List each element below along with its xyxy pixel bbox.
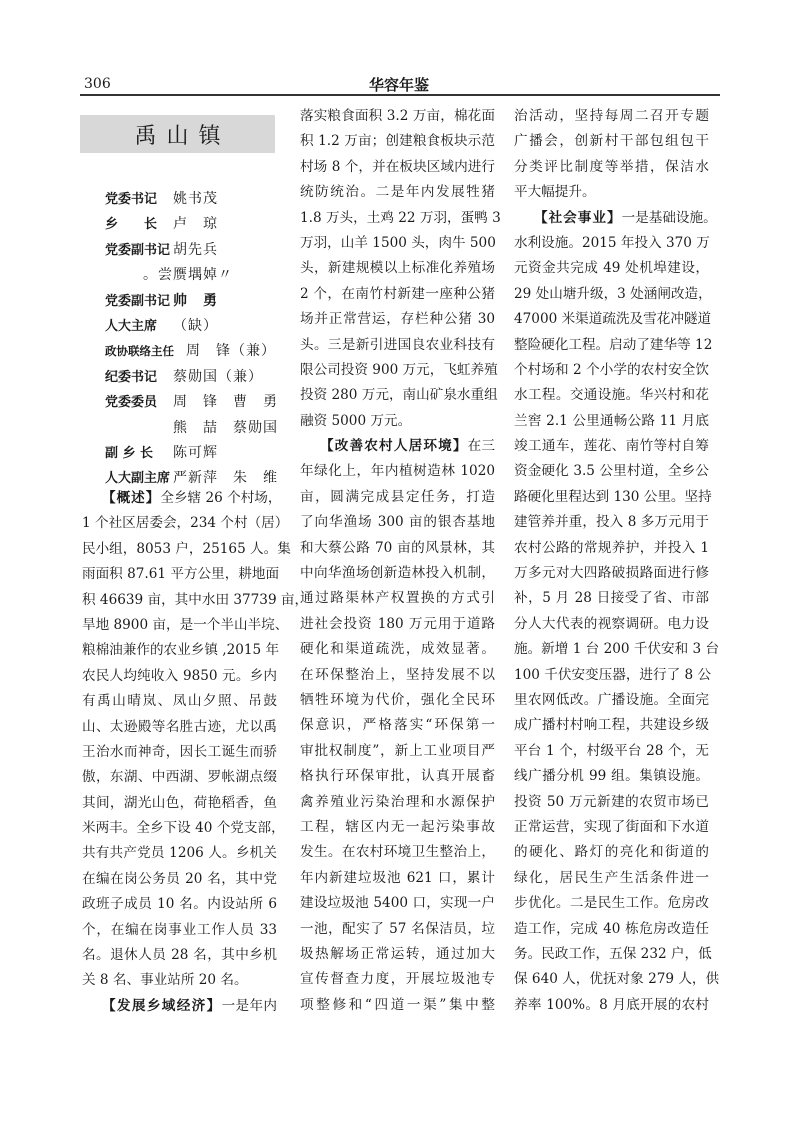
line-text: 民小组，8053 户，25165 人。集 [82,540,291,557]
official-role: 政协联络主任 [105,344,174,359]
official-name: 姚书茂 [173,191,218,207]
text-line [514,840,709,865]
line-text: 农村公路的常规养护，并投入 1 [514,539,709,556]
line-text: 里农网低改。广播设施。全面完 [514,691,709,708]
line-text: 线广播分机 99 组。集镇设施。 [514,768,709,785]
text-line [514,815,709,840]
official-role: 党委委员 [105,395,158,411]
text-line [300,663,495,688]
line-text: 格执行环保审批，认真开展畜 [300,768,495,785]
line-text: 关 8 名、事业站所 20 名。 [82,972,248,989]
section-heading: 【社会事业】 [534,209,622,226]
text-line [82,562,280,587]
line-text: 其间，湖光山色，荷艳稻香，鱼 [82,794,277,811]
text-line [514,790,709,815]
text-line [82,664,277,689]
line-text: 步优化。二是民生工作。危房改 [514,895,709,912]
text-line [514,891,709,916]
line-text: 保意识，严格落实“环保第一 [300,717,495,734]
line-text: 山、太逊殿等名胜古迹，尤以禹 [82,718,277,735]
official-name: 熊 喆 蔡勋国 [173,419,278,436]
text-line [514,383,709,408]
line-text: 禽养殖业污染治理和水源保护 [300,793,495,810]
section-heading-line [514,206,717,231]
line-text: 绿化，居民生产生活条件进一 [514,869,709,886]
text-line [300,155,495,180]
text-line [82,765,277,790]
line-text: 牺牲环境为代价，强化全民环 [300,691,495,708]
text-line [514,866,709,891]
official-role: 党委书记 [105,192,158,207]
line-text: 投资 50 万元新建的农贸市场已 [514,793,709,810]
line-text: 广播会，创新村干部包组包干 [514,133,709,150]
text-line [514,586,709,611]
official-role: 纪委书记 [105,369,158,385]
text-line [300,815,495,840]
line-text: 平台 1 个，村级平台 28 个，无 [514,742,709,759]
official-name: 陈可辉 [173,444,218,461]
line-text: 项整修和“四道一渠”集中整 [300,996,495,1013]
text-line [514,612,709,637]
line-text: 在环保整治上，坚持发展不以 [300,666,495,683]
official-name: 帅 勇 [173,292,218,309]
text-line [514,688,709,713]
text-line [514,637,720,662]
text-line [82,816,285,841]
line-text: 1.8 万头，土鸡 22 万羽，蛋鸭 3 [300,209,501,226]
official-row [105,365,280,390]
official-name: （缺） [173,317,218,334]
line-text: 兰窖 2.1 公里通畅公路 11 月底 [514,412,709,429]
text-line [300,917,495,942]
section-heading-line [300,434,495,459]
official-role: 人大副主席 [105,471,171,487]
line-text: 和大蔡公路 70 亩的风景林，其 [300,539,495,556]
line-text: 一池，配实了 57 名保洁员，垃 [300,920,495,937]
text-line [514,104,709,129]
text-line [300,485,495,510]
section-heading-line [82,486,282,511]
line-text: 100 千伏安变压器，进行了 8 公 [514,666,712,683]
text-line [514,713,709,738]
line-text: 了向华渔场 300 亩的银杏基地 [300,514,495,531]
line-text: 年内新建垃圾池 621 口，累计 [300,869,495,886]
text-line [300,993,495,1018]
official-row [105,390,280,415]
line-text: 场并正常营运，存栏种公猪 30 [300,311,495,328]
official-name: 周 锋 曹 勇 [173,394,278,411]
section-title: 禹山镇 [80,115,275,153]
line-text: 施。新增 1 台 200 千伏安和 3 台 [514,641,720,658]
official-role: 人大主席 [105,318,158,334]
official-role: 副 乡 长 [105,445,154,461]
line-text: 造工作，完成 40 栋危房改造任 [514,920,709,937]
text-line [300,180,495,205]
line-text: 水工程。交通设施。华兴村和花 [514,387,709,404]
text-line [514,459,709,484]
line-text: 治活动，坚持每周二召开专题 [514,108,709,124]
line-text: 融资 5000 万元。 [300,412,412,429]
section-heading: 【概述】 [102,490,161,506]
line-text: 落实粮食面积 3.2 万亩，棉花面 [300,108,495,124]
text-line [514,967,720,992]
line-text: 务。民政工作，五保 232 户，低 [514,945,712,962]
text-line [514,561,709,586]
line-text: 路硬化里程达到 130 公里。坚持 [514,488,712,505]
official-row [105,314,280,339]
text-line [514,180,709,205]
line-text: 29 处山塘升级，3 处涵闸改造， [514,285,712,302]
line-text: 养率 100%。8 月底开展的农村 [514,996,709,1013]
text-line [82,588,309,613]
line-text: 1 个社区居委会，234 个村（居） [82,515,289,532]
text-line [300,307,495,332]
text-line [300,840,495,865]
text-line [82,968,277,993]
text-line [300,790,495,815]
text-line [300,637,495,662]
official-row [105,238,280,263]
line-text: 通过路渠林产权置换的方式引 [300,590,495,607]
line-text: 粮棉油兼作的农业乡镇 ,2015 年 [82,642,280,659]
text-line [514,536,709,561]
text-line [82,841,277,866]
line-text: 有禹山晴岚、凤山夕照、吊鼓 [82,693,277,710]
text-line [300,104,495,129]
official-name: 严新萍 朱 维 [173,470,278,487]
section-heading: 【改善农村人居环境】 [320,438,468,455]
text-line [82,943,277,968]
text-line [300,536,495,561]
text-line [300,967,495,992]
line-text: 工程，辖区内无一起污染事故 [300,818,495,835]
text-line [514,282,712,307]
text-line [300,866,495,891]
line-text: 村场 8 个，并在板块区域内进行 [300,158,495,175]
text-line [514,129,709,154]
text-line [300,409,495,434]
line-text: 名。退休人员 28 名，其中乡机 [82,947,277,964]
section-heading-line [82,994,277,1019]
column-1-body [82,486,309,1019]
text-line [82,791,277,816]
text-line [82,867,277,892]
official-row [105,187,280,212]
text-line [82,511,289,536]
text-line [300,256,495,281]
text-line [300,942,495,967]
line-text: 王治水而神奇，因长工诞生而骄 [82,743,277,760]
text-line [514,663,712,688]
line-text: 2 个，在南竹村新建一座种公猪 [300,285,495,302]
official-row [105,339,280,364]
line-text: 旱地 8900 亩，是一个半山半垸、 [82,616,289,633]
line-text: 万羽，山羊 1500 头，肉牛 500 [300,234,496,251]
line-text: 个，在编在岗事业工作人员 33 [82,921,277,938]
line-text: 正常运营，实现了街面和下水道 [514,818,709,835]
line-text: 亩，圆满完成县定任务，打造 [300,488,495,505]
line-text: 进社会投资 180 万元用于道路 [300,615,495,632]
column-2-body [300,104,501,1018]
text-line [300,206,501,231]
line-text: 一是年内 [221,997,278,1014]
line-text: 万多元对大四路破损路面进行修 [514,565,709,582]
line-text: 年绿化上，年内植树造林 1020 [300,463,495,480]
official-row [105,441,280,466]
text-line [300,612,495,637]
text-line [300,764,495,789]
official-role: 党委副书记 [105,242,171,258]
text-line [514,434,709,459]
line-text: 资金硬化 3.5 公里村道，全乡公 [514,463,709,480]
line-text: 平大幅提升。 [514,184,596,201]
official-row [105,416,280,441]
text-line [514,485,712,510]
column-3-body [514,104,720,1018]
text-line [300,383,498,408]
text-line [514,409,709,434]
line-text: 分人大代表的视察调研。电力设 [514,615,709,632]
line-text: 雨面积 87.61 平方公里，耕地面 [82,566,280,583]
line-text: 竣工通车，莲花、南竹等村自筹 [514,438,709,455]
text-line [300,231,495,256]
line-text: 农民人均纯收入 9850 元。乡内 [82,667,277,684]
line-text: 在编在岗公务员 20 名，其中党 [82,870,277,887]
official-name: 蔡勋国（兼） [173,368,263,385]
text-line [300,739,495,764]
text-line [514,333,713,358]
official-row [105,212,280,237]
text-line [514,993,709,1018]
text-line [82,638,280,663]
text-line [82,892,277,917]
line-text: 一是基础设施。 [621,209,717,226]
line-text: 积 1.2 万亩；创建粮食板块示范 [300,133,495,150]
text-line [514,256,709,281]
official-row [105,263,280,288]
text-line [300,282,495,307]
text-line [514,917,709,942]
line-text: 傲，东湖、中西湖、罗帐湖点缀 [82,769,277,786]
line-text: 47000 米渠道疏洗及雪花冲隧道 [514,311,712,328]
line-text: 建设垃圾池 5400 口，实现一户 [300,895,495,912]
text-line [300,713,495,738]
text-line [82,740,277,765]
text-line [300,586,495,611]
line-text: 在三 [467,438,496,455]
line-text: 个村场和 2 个小学的农村安全饮 [514,361,709,378]
text-line [300,459,495,484]
line-text: 的硬化、路灯的亮化和街道的 [514,844,709,861]
header-rule [80,94,720,96]
line-text: 头，新建规模以上标准化养殖场 [300,260,495,277]
text-line [82,537,291,562]
line-text: 审批权制度”，新上工业项目严 [300,742,495,759]
text-line [514,307,712,332]
line-text: 建管养并重，投入 8 多万元用于 [514,514,709,531]
official-name: 胡先兵 [173,241,218,258]
line-text: 米两丰。全乡下设 40 个党支部， [82,820,285,837]
official-role: 党委副书记 [105,293,171,309]
text-line [300,688,495,713]
official-name: 卢 琼 [173,216,218,233]
line-text: 头。三是新引进国良农业科技有 [300,336,495,353]
text-line [514,231,709,256]
line-text: 整险硬化工程。启动了建华等 12 [514,336,713,353]
text-line [300,891,495,916]
line-text: 宣传督查力度，开展垃圾池专 [300,971,495,988]
official-name: 。尝赝堣婥〃 [143,267,233,284]
line-text: 分类评比制度等举措，保洁水 [514,158,709,175]
page-number: 306 [84,76,111,92]
text-line [82,613,289,638]
line-text: 元资金共完成 49 处机埠建设， [514,260,709,277]
text-line [300,510,495,535]
text-line [300,358,498,383]
section-heading: 【发展乡域经济】 [102,997,222,1014]
line-text: 保 640 人，优抚对象 279 人，供 [514,971,720,988]
text-line [300,333,495,358]
text-line [514,739,709,764]
text-line [514,358,709,383]
line-text: 圾热解场正常运转，通过加大 [300,945,495,962]
official-name: 周 锋（兼） [186,343,276,360]
line-text: 统防统治。二是年内发展牲猪 [300,184,495,201]
line-text: 发生。在农村环境卫生整治上， [300,844,495,861]
line-text: 投资 280 万元，南山矿泉水重组 [300,387,498,404]
text-line [514,942,712,967]
text-line [300,129,495,154]
line-text: 限公司投资 900 万元，飞虹养殖 [300,361,498,378]
running-header-title: 华容年鉴 [368,76,429,94]
line-text: 中向华渔场创新造林投入机制， [300,565,495,582]
line-text: 全乡辖 26 个村场， [160,490,282,506]
official-role: 乡 长 [105,217,158,233]
line-text: 共有共产党员 1206 人。乡机关 [82,845,277,862]
text-line [300,561,495,586]
text-line [82,689,277,714]
line-text: 成广播村村响工程，共建设乡级 [514,717,709,734]
text-line [82,918,277,943]
line-text: 水利设施。2015 年投入 370 万 [514,234,710,251]
line-text: 积 46639 亩，其中水田 37739 亩， [82,591,309,608]
line-text: 政班子成员 10 名。内设站所 6 [82,896,277,913]
officials-list [105,187,280,492]
text-line [514,155,709,180]
line-text: 硬化和渠道疏洗，成效显著。 [300,641,495,658]
text-line [514,764,709,789]
text-line [514,510,709,535]
text-line [82,715,277,740]
official-row [105,289,280,314]
line-text: 补，5 月 28 日接受了省、市部 [514,590,709,607]
